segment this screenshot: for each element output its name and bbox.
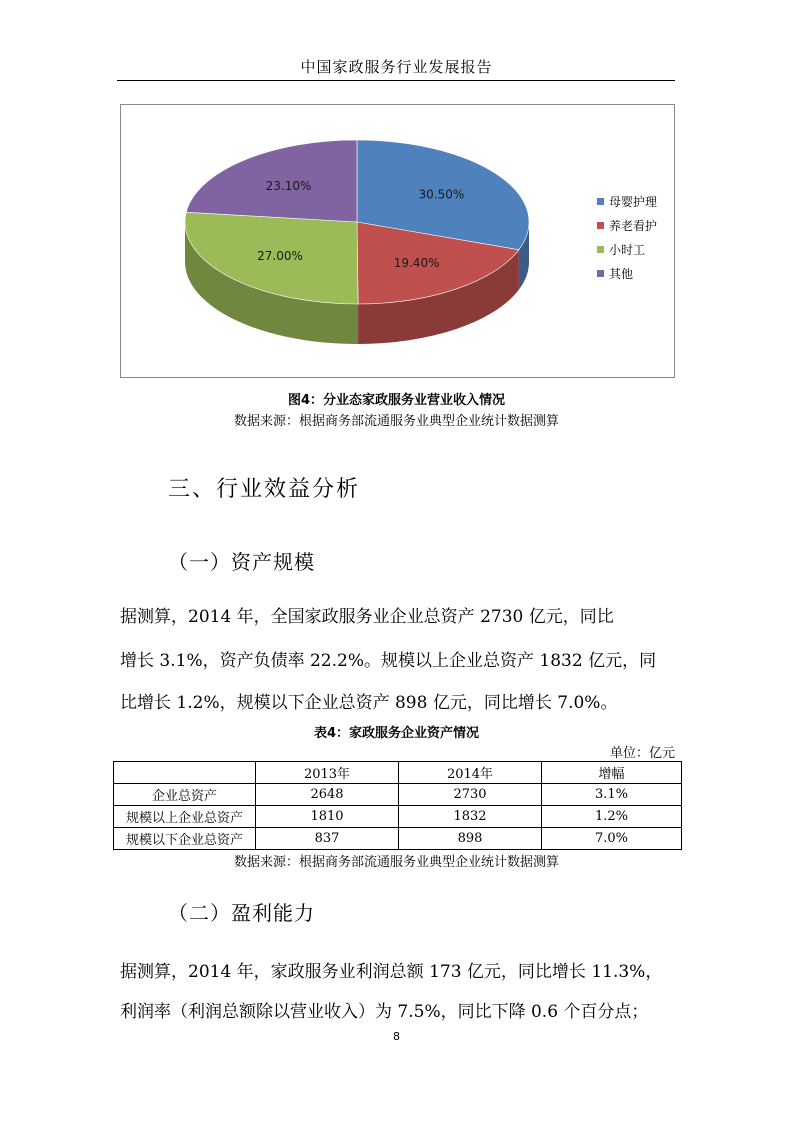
table-cell: 7.0% (542, 828, 682, 850)
pie-data-label: 23.10% (265, 179, 312, 194)
assets-table (113, 761, 682, 850)
table-cell: 企业总资产 (114, 784, 256, 806)
figure-caption: 图4：分业态家政服务业营业收入情况 (287, 393, 506, 408)
legend-swatch (597, 198, 604, 205)
table-cell: 2648 (256, 784, 399, 806)
subsection-heading-profit: （二）盈利能力 (168, 901, 315, 925)
table-cell: 1832 (399, 806, 542, 828)
legend-label: 其他 (609, 267, 634, 281)
pie-data-label: 27.00% (257, 248, 303, 263)
figure-source: 数据来源：根据商务部流通服务业典型企业统计数据测算 (233, 414, 559, 429)
pie-data-label: 19.40% (393, 256, 440, 271)
header-rule (117, 80, 675, 81)
paragraph-line: 比增长 1.2%，规模以下企业总资产 898 亿元，同比增长 7.0%。 (120, 693, 618, 713)
pie-data-label: 30.50% (418, 187, 465, 202)
page-number: 8 (393, 1030, 400, 1043)
legend-label: 小时工 (609, 243, 646, 257)
table-header-cell (114, 762, 256, 784)
table-row (114, 828, 682, 850)
table-header-cell: 2014年 (399, 762, 542, 784)
paragraph-line: 据测算，2014 年，家政服务业利润总额 173 亿元，同比增长 11.3%， (120, 962, 663, 982)
table-cell: 1.2% (542, 806, 682, 828)
table-cell: 1810 (256, 806, 399, 828)
running-header: 中国家政服务行业发展报告 (300, 58, 493, 76)
table-cell: 规模以下企业总资产 (114, 828, 256, 850)
table-cell: 837 (256, 828, 399, 850)
legend-label: 养老看护 (609, 219, 658, 233)
table-caption: 表4：家政服务企业资产情况 (313, 726, 480, 741)
table-cell: 规模以上企业总资产 (114, 806, 256, 828)
table-unit: 单位：亿元 (609, 746, 675, 761)
paragraph-line: 增长 3.1%，资产负债率 22.2%。规模以上企业总资产 1832 亿元，同 (120, 651, 657, 671)
table-cell: 2730 (399, 784, 542, 806)
legend-label: 母婴护理 (609, 195, 658, 209)
paragraph-line: 据测算，2014 年，全国家政服务业企业总资产 2730 亿元，同比 (120, 607, 614, 627)
table-header-cell: 增幅 (542, 762, 682, 784)
table-header-cell: 2013年 (256, 762, 399, 784)
subsection-heading-assets: （一）资产规模 (168, 550, 315, 574)
table-row (114, 784, 682, 806)
paragraph-line: 利润率（利润总额除以营业收入）为 7.5%，同比下降 0.6 个百分点； (120, 1002, 649, 1022)
table-cell: 3.1% (542, 784, 682, 806)
legend-swatch (597, 222, 604, 229)
table-source: 数据来源：根据商务部流通服务业典型企业统计数据测算 (233, 855, 559, 870)
table-cell: 898 (399, 828, 542, 850)
table-header-row (114, 762, 682, 784)
pie-chart (121, 105, 676, 379)
pie-chart-frame (120, 104, 675, 378)
table-row (114, 806, 682, 828)
section-heading: 三、行业效益分析 (168, 477, 361, 502)
legend-swatch (597, 246, 604, 253)
legend-swatch (597, 270, 604, 277)
